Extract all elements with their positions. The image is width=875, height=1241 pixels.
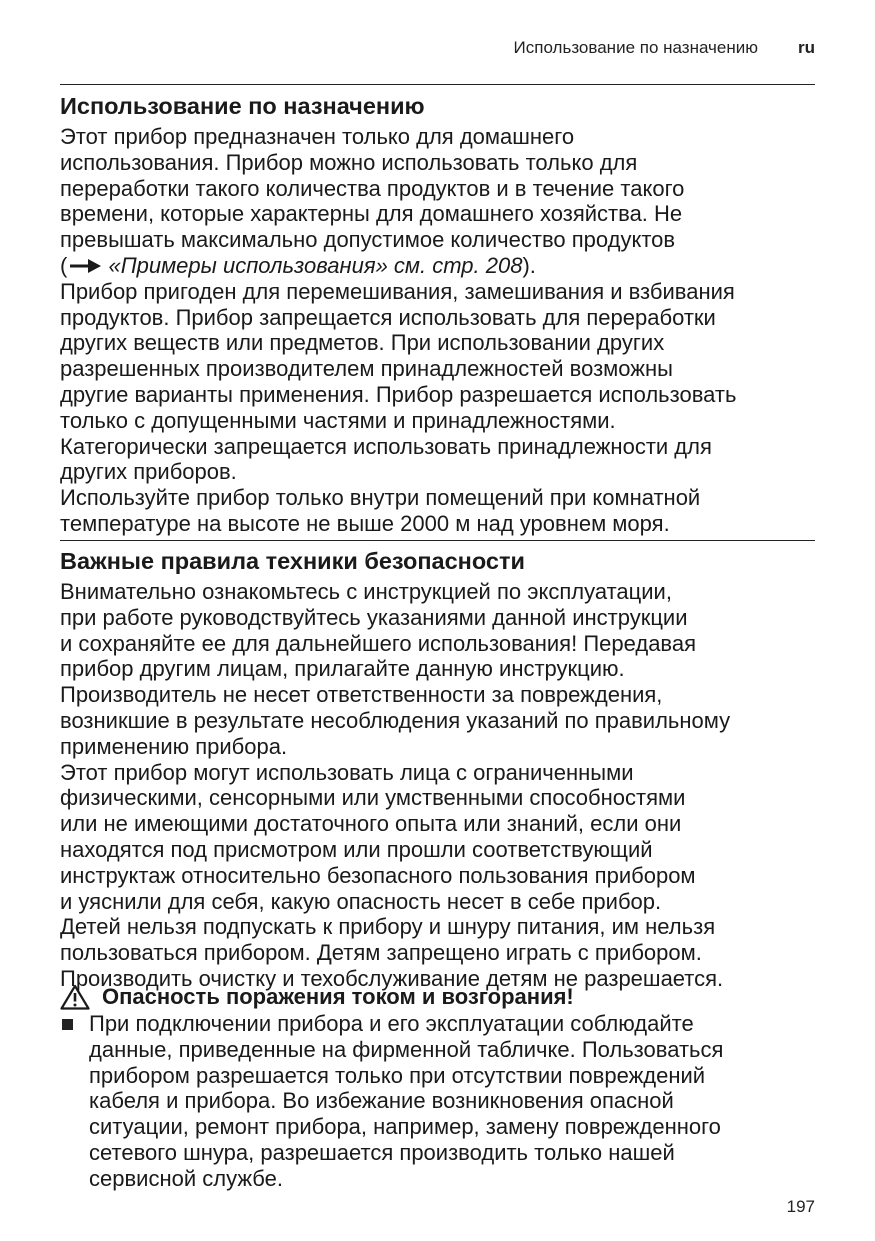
text-line: применению прибора. [60,733,288,759]
text-line: находятся под присмотром или прошли соответствующий [60,836,653,862]
text-line: другие варианты применения. Прибор разрешается использовать [60,381,737,407]
text-line: только с допущенными частями и принадлежностями. [60,407,616,433]
text-line: Внимательно ознакомьтесь с инструкцией по эксплуатации, [60,579,672,604]
text-line: Этот прибор могут использовать лица с ограниченными [60,759,634,785]
arrow-right-icon [68,258,102,274]
ref-close: ). [522,252,536,278]
text-line: Детей нельзя подпускать к прибору и шнуру питания, им нельзя [60,914,716,940]
text-line: возникшие в результате несоблюдения указаний по правильному [60,707,731,733]
safety-rules-text [60,579,820,992]
text-line: Производитель не несет ответственности за повреждения, [60,682,663,708]
header-divider [60,84,815,85]
text-line: разрешенных производителем принадлежностей возможны [60,356,673,382]
text-line: использования. Прибор можно использовать только для [60,149,638,175]
cross-reference-line [60,253,820,279]
text-line: кабеля и прибора. Во избежание возникновения опасной [89,1088,674,1114]
text-line: прибор другим лицам, прилагайте данную инструкцию. [60,656,625,682]
text-line: данные, приведенные на фирменной табличке. Пользоваться [89,1036,724,1062]
text-line: при работе руководствуйтесь указаниями данной инструкции [60,604,688,630]
text-line: переработки такого количества продуктов и в течение такого [60,175,685,201]
text-line: превышать максимально допустимое количество продуктов [60,227,676,253]
section-heading-intended-use: Использование по назначению [60,93,425,119]
text-line: и уяснили для себя, какую опасность несет в себе прибор. [60,888,662,914]
warning-triangle-icon [60,984,90,1010]
cross-reference-link[interactable]: «Примеры использования» см. стр. 208 [108,252,523,278]
warning-title: Опасность поражения током и возгорания! [102,984,574,1009]
text-line: пользоваться прибором. Детям запрещено играть с прибором. [60,940,702,966]
header-title: Использование по назначению [513,38,758,57]
text-line: Прибор пригоден для перемешивания, замешивания и взбивания [60,278,735,304]
text-line: сетевого шнура, разрешается производить только нашей [89,1139,675,1165]
ref-open: ( [60,252,68,278]
text-line: Этот прибор предназначен только для домашнего [60,124,575,149]
text-line: времени, которые характерны для домашнего хозяйства. Не [60,201,683,227]
text-line: сервисной службе. [89,1165,283,1191]
text-line: ситуации, ремонт прибора, например, замену поврежденного [89,1114,721,1140]
text-line: и сохраняйте ее для дальнейшего использования! Передавая [60,630,697,656]
text-line: или не имеющими достаточного опыта или знаний, если они [60,811,682,837]
square-bullet-icon [62,1019,73,1030]
text-line: физическими, сенсорными или умственными способностями [60,785,686,811]
text-line: Используйте прибор только внутри помещений при комнатной [60,485,701,511]
language-code: ru [798,38,815,57]
text-line: инструктаж относительно безопасного пользования прибором [60,862,696,888]
text-line: прибором разрешается только при отсутствии повреждений [89,1062,706,1088]
page-header [60,38,815,58]
text-line: температуре на высоте не выше 2000 м над уровнем моря. [60,510,670,536]
text-line: продуктов. Прибор запрещается использовать для переработки [60,304,716,330]
text-line: других веществ или предметов. При использовании других [60,330,665,356]
text-line: Производить очистку и техобслуживание детям не разрешается. [60,965,724,991]
intended-use-text [60,124,820,537]
section-divider [60,540,815,541]
warning-heading [60,984,574,1010]
text-line: Категорически запрещается использовать принадлежности для [60,433,712,459]
text-line: При подключении прибора и его эксплуатации соблюдайте [89,1011,694,1036]
bullet-text [89,1011,829,1192]
text-line: других приборов. [60,459,237,485]
page-number: 197 [786,1197,815,1216]
section-heading-safety-rules: Важные правила техники безопасности [60,548,525,574]
